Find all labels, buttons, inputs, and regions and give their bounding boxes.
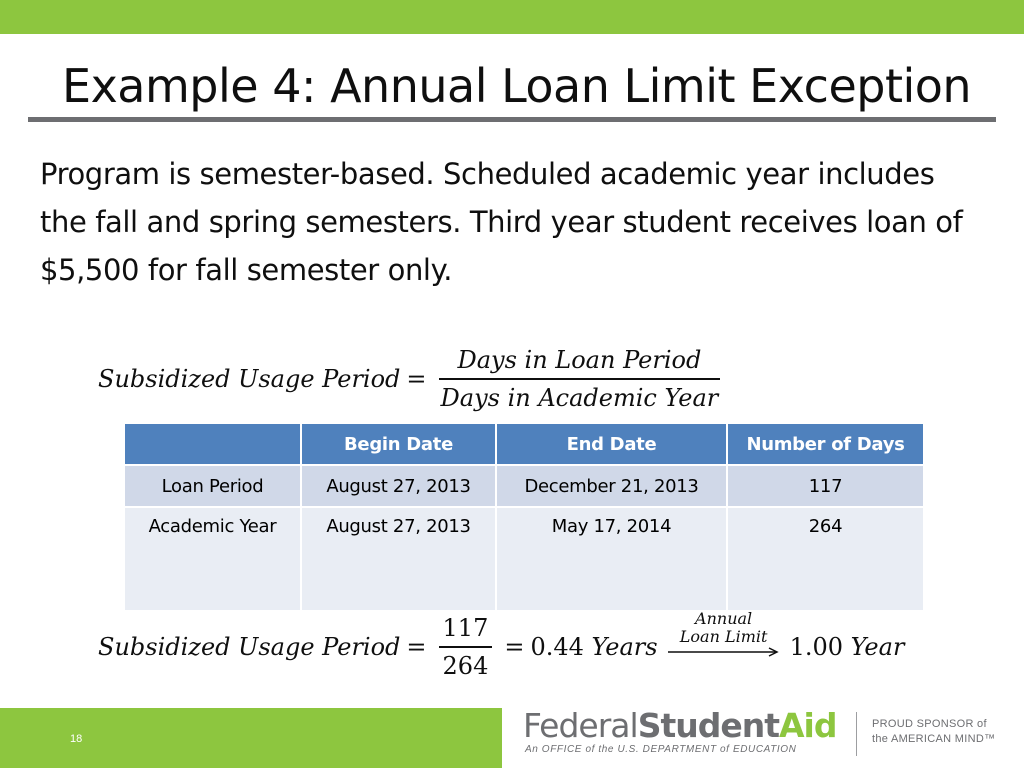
table-header-cell: Begin Date — [301, 423, 496, 465]
formula-fraction — [439, 346, 721, 412]
formula-equals: = — [406, 365, 427, 393]
annual-loan-limit-arrow — [668, 610, 780, 657]
top-accent-bar — [0, 0, 1024, 34]
formula-denominator: 264 — [439, 646, 493, 680]
right-arrow-icon — [668, 647, 780, 657]
formula-equals: = — [406, 633, 427, 661]
slide-title: Example 4: Annual Loan Limit Exception — [62, 59, 972, 113]
formula-lhs: Subsidized Usage Period — [98, 633, 401, 661]
formula-denominator: Days in Academic Year — [439, 378, 721, 412]
formula-result-value: 0.44 — [530, 633, 584, 661]
logo-wordmark: FederalStudentAid — [523, 706, 837, 745]
sponsor-text — [872, 717, 995, 747]
arrow-label-line1: Annual — [695, 608, 753, 628]
usage-period-result-formula — [98, 608, 904, 686]
table-cell: Academic Year — [124, 507, 301, 611]
usage-period-formula — [98, 334, 726, 424]
days-table — [123, 422, 925, 612]
formula-final-unit: Year — [850, 633, 905, 661]
formula-final-value: 1.00 — [789, 633, 844, 661]
table-cell: 264 — [727, 507, 924, 611]
table-header-cell — [124, 423, 301, 465]
formula-numerator: 117 — [442, 614, 489, 642]
logo-tagline: An OFFICE of the U.S. DEPARTMENT of EDUCATION — [525, 744, 797, 755]
table-cell: December 21, 2013 — [496, 465, 727, 507]
arrow-label-line2: Loan Limit — [679, 626, 768, 646]
sponsor-line-2: the AMERICAN MIND™ — [872, 733, 996, 745]
formula-result-unit: Years — [591, 633, 658, 661]
slide-page-number: 18 — [70, 733, 83, 745]
table-header-cell: Number of Days — [727, 423, 924, 465]
table-header-row — [124, 423, 924, 465]
table-cell: August 27, 2013 — [301, 465, 496, 507]
formula-numerator: Days in Loan Period — [457, 346, 702, 374]
formula-fraction — [439, 614, 493, 680]
table-row — [124, 507, 924, 611]
formula-lhs: Subsidized Usage Period — [98, 365, 401, 393]
title-underline — [28, 117, 996, 122]
table-cell: May 17, 2014 — [496, 507, 727, 611]
table-header-cell: End Date — [496, 423, 727, 465]
slide-body-text: Program is semester-based. Scheduled academic year includes the fall and spring semesters. Third year student receives loan of $5,500 for fall semester only. — [40, 157, 963, 287]
formula-equals-2: = — [504, 633, 525, 661]
table-cell: Loan Period — [124, 465, 301, 507]
table-cell: 117 — [727, 465, 924, 507]
footer-divider — [856, 712, 857, 756]
sponsor-line-1: PROUD SPONSOR of — [872, 718, 987, 730]
table-cell: August 27, 2013 — [301, 507, 496, 611]
table-row — [124, 465, 924, 507]
